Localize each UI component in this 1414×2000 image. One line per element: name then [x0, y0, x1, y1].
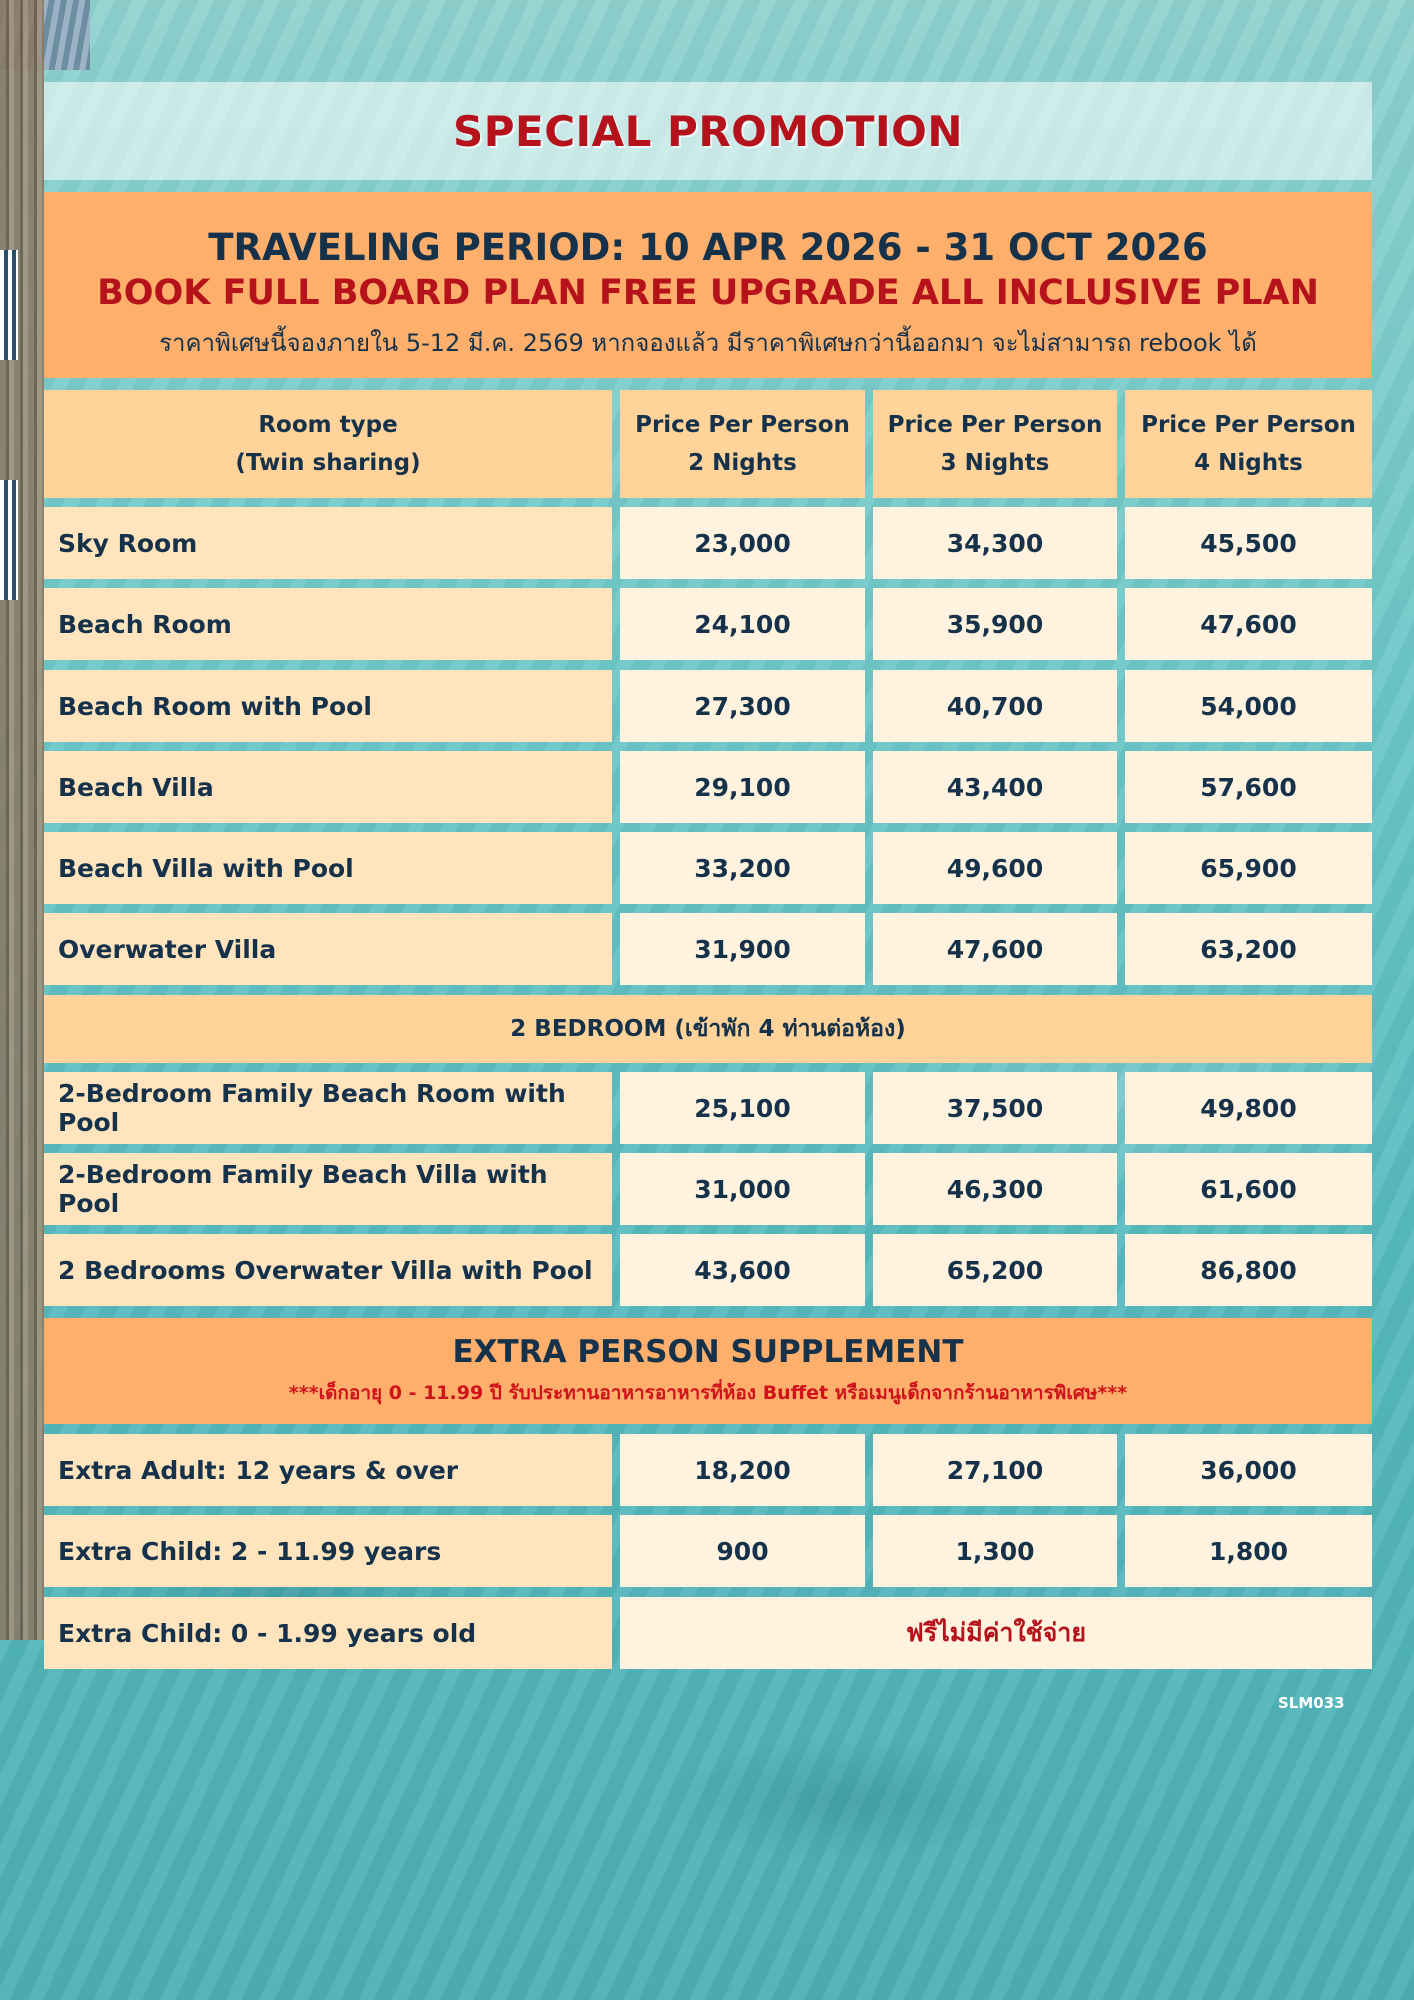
room-name: 2 Bedrooms Overwater Villa with Pool	[44, 1234, 612, 1306]
bedroom-section-band: 2 BEDROOM (เข้าพัก 4 ท่านต่อห้อง)	[44, 995, 1372, 1063]
background-lounger	[0, 250, 18, 360]
price-3-nights: 46,300	[873, 1153, 1117, 1225]
table-row	[44, 1072, 1372, 1144]
period-banner	[44, 192, 1372, 378]
room-name: Beach Room	[44, 588, 612, 660]
price-2-nights: 25,100	[620, 1072, 865, 1144]
table-row	[44, 670, 1372, 742]
price-3-nights: 1,300	[873, 1515, 1117, 1587]
supplement-name: Extra Child: 2 - 11.99 years	[44, 1515, 612, 1587]
price-3-nights: 34,300	[873, 507, 1117, 579]
header-4-nights	[1125, 390, 1372, 498]
header-text: 3 Nights	[940, 450, 1050, 476]
header-text: Price Per Person	[887, 412, 1103, 438]
price-4-nights: 47,600	[1125, 588, 1372, 660]
price-2-nights: 29,100	[620, 751, 865, 823]
room-name: Beach Room with Pool	[44, 670, 612, 742]
price-3-nights: 49,600	[873, 832, 1117, 904]
table-row	[44, 507, 1372, 579]
header-text: Price Per Person	[635, 412, 850, 438]
price-3-nights: 35,900	[873, 588, 1117, 660]
promo-headline: BOOK FULL BOARD PLAN FREE UPGRADE ALL INCLUSIVE PLAN	[97, 273, 1319, 313]
supplement-band	[44, 1318, 1372, 1424]
price-4-nights: 1,800	[1125, 1515, 1372, 1587]
room-name: 2-Bedroom Family Beach Villa with Pool	[44, 1153, 612, 1225]
header-2-nights	[620, 390, 865, 498]
table-header	[44, 390, 1372, 498]
price-2-nights: 43,600	[620, 1234, 865, 1306]
table-row	[44, 1434, 1372, 1506]
supplement-name: Extra Adult: 12 years & over	[44, 1434, 612, 1506]
free-of-charge: ฟรีไม่มีค่าใช้จ่าย	[620, 1597, 1372, 1669]
price-2-nights: 31,900	[620, 913, 865, 985]
background-lounger	[0, 480, 18, 600]
table-row	[44, 751, 1372, 823]
supplement-title: EXTRA PERSON SUPPLEMENT	[452, 1334, 964, 1370]
table-row	[44, 1515, 1372, 1587]
price-4-nights: 57,600	[1125, 751, 1372, 823]
table-row	[44, 1597, 1372, 1669]
price-2-nights: 18,200	[620, 1434, 865, 1506]
price-4-nights: 36,000	[1125, 1434, 1372, 1506]
booking-condition: ราคาพิเศษนี้จองภายใน 5-12 มี.ค. 2569 หากจองแล้ว มีราคาพิเศษกว่านี้ออกมา จะไม่สามารถ rebook ได้	[159, 329, 1257, 357]
price-4-nights: 54,000	[1125, 670, 1372, 742]
supplement-name: Extra Child: 0 - 1.99 years old	[44, 1597, 612, 1669]
table-row	[44, 588, 1372, 660]
price-2-nights: 27,300	[620, 670, 865, 742]
room-name: Beach Villa with Pool	[44, 832, 612, 904]
table-row	[44, 832, 1372, 904]
header-text: Price Per Person	[1141, 412, 1356, 438]
price-3-nights: 27,100	[873, 1434, 1117, 1506]
price-4-nights: 65,900	[1125, 832, 1372, 904]
price-3-nights: 37,500	[873, 1072, 1117, 1144]
room-name: Sky Room	[44, 507, 612, 579]
price-3-nights: 47,600	[873, 913, 1117, 985]
table-row	[44, 1234, 1372, 1306]
price-4-nights: 45,500	[1125, 507, 1372, 579]
document-code: SLM033	[1278, 1694, 1345, 1712]
title-band	[44, 82, 1372, 180]
price-2-nights: 23,000	[620, 507, 865, 579]
price-4-nights: 86,800	[1125, 1234, 1372, 1306]
background-dock	[0, 0, 44, 1640]
price-2-nights: 24,100	[620, 588, 865, 660]
price-2-nights: 31,000	[620, 1153, 865, 1225]
price-3-nights: 43,400	[873, 751, 1117, 823]
price-2-nights: 33,200	[620, 832, 865, 904]
price-4-nights: 61,600	[1125, 1153, 1372, 1225]
header-room-type	[44, 390, 612, 498]
header-text: (Twin sharing)	[235, 450, 421, 476]
price-2-nights: 900	[620, 1515, 865, 1587]
header-3-nights	[873, 390, 1117, 498]
room-name: Beach Villa	[44, 751, 612, 823]
room-name: 2-Bedroom Family Beach Room with Pool	[44, 1072, 612, 1144]
price-3-nights: 40,700	[873, 670, 1117, 742]
header-text: 4 Nights	[1194, 450, 1303, 476]
table-row	[44, 913, 1372, 985]
table-row	[44, 1153, 1372, 1225]
room-name: Overwater Villa	[44, 913, 612, 985]
price-4-nights: 49,800	[1125, 1072, 1372, 1144]
header-text: Room type	[258, 412, 398, 438]
header-text: 2 Nights	[688, 450, 797, 476]
traveling-period: TRAVELING PERIOD: 10 APR 2026 - 31 OCT 2026	[208, 226, 1208, 269]
price-4-nights: 63,200	[1125, 913, 1372, 985]
supplement-note: ***เด็กอายุ 0 - 11.99 ปี รับประทานอาหารอาหารที่ห้อง Buffet หรือเมนูเด็กจากร้านอาหารพิเศษ***	[288, 1382, 1128, 1404]
price-3-nights: 65,200	[873, 1234, 1117, 1306]
page-title: SPECIAL PROMOTION	[452, 106, 964, 156]
